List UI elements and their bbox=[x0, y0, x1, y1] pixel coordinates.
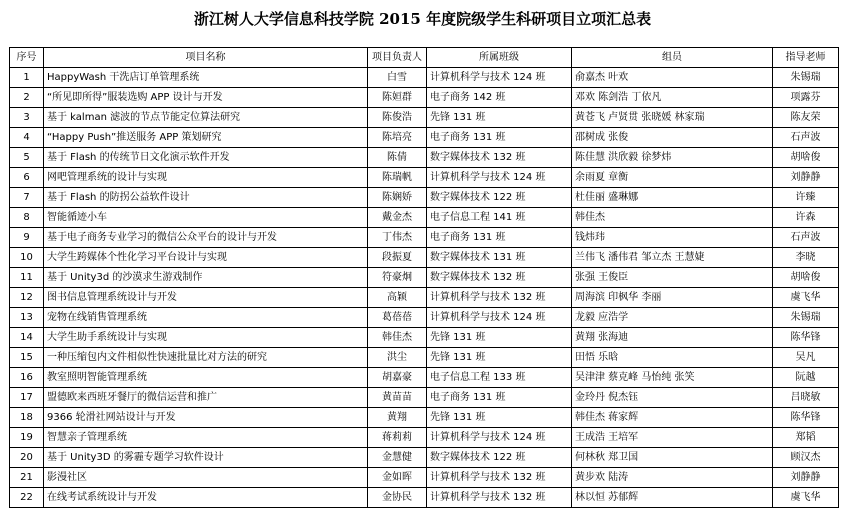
header-advisor: 指导老师 bbox=[773, 48, 839, 68]
cell-index: 6 bbox=[10, 168, 44, 188]
table-row bbox=[10, 268, 839, 288]
cell-project-name: 教室照明智能管理系统 bbox=[44, 368, 368, 388]
cell-project-name: 9366 轮滑社网站设计与开发 bbox=[44, 408, 368, 428]
cell-leader: 陈瑞帆 bbox=[368, 168, 427, 188]
table-row bbox=[10, 428, 839, 448]
cell-class: 计算机科学与技术 124 班 bbox=[427, 308, 572, 328]
cell-leader: 戴金杰 bbox=[368, 208, 427, 228]
table-row bbox=[10, 448, 839, 468]
cell-members: 黄苍飞 卢贤贯 张晓媛 林家瑞 bbox=[572, 108, 773, 128]
cell-advisor: 李晓 bbox=[773, 248, 839, 268]
cell-members: 余雨夏 章衡 bbox=[572, 168, 773, 188]
cell-class: 先锋 131 班 bbox=[427, 328, 572, 348]
cell-project-name: 基于电子商务专业学习的微信公众平台的设计与开发 bbox=[44, 228, 368, 248]
cell-leader: 高颖 bbox=[368, 288, 427, 308]
cell-class: 计算机科学与技术 132 班 bbox=[427, 468, 572, 488]
cell-class: 电子商务 131 班 bbox=[427, 388, 572, 408]
cell-project-name: 基于 Unity3d 的沙漠求生游戏制作 bbox=[44, 268, 368, 288]
cell-advisor: 虞飞华 bbox=[773, 288, 839, 308]
cell-advisor: 朱锡瑞 bbox=[773, 68, 839, 88]
cell-class: 数字媒体技术 132 班 bbox=[427, 268, 572, 288]
cell-class: 数字媒体技术 131 班 bbox=[427, 248, 572, 268]
cell-leader: 陈培亮 bbox=[368, 128, 427, 148]
cell-members: 邵树成 张俊 bbox=[572, 128, 773, 148]
table-row bbox=[10, 488, 839, 508]
cell-index: 11 bbox=[10, 268, 44, 288]
cell-project-name: 盟德欧来西班牙餐厅的微信运营和推广 bbox=[44, 388, 368, 408]
cell-advisor: 项露芬 bbox=[773, 88, 839, 108]
cell-leader: 金如晖 bbox=[368, 468, 427, 488]
cell-index: 16 bbox=[10, 368, 44, 388]
cell-class: 数字媒体技术 122 班 bbox=[427, 188, 572, 208]
project-summary-table bbox=[9, 47, 839, 508]
cell-index: 12 bbox=[10, 288, 44, 308]
cell-index: 13 bbox=[10, 308, 44, 328]
cell-members: 何林秋 郑卫国 bbox=[572, 448, 773, 468]
table-row bbox=[10, 128, 839, 148]
cell-index: 22 bbox=[10, 488, 44, 508]
cell-class: 电子信息工程 133 班 bbox=[427, 368, 572, 388]
cell-class: 计算机科学与技术 124 班 bbox=[427, 68, 572, 88]
cell-index: 19 bbox=[10, 428, 44, 448]
cell-project-name: “所见即所得”服装选购 APP 设计与开发 bbox=[44, 88, 368, 108]
cell-index: 20 bbox=[10, 448, 44, 468]
table-row bbox=[10, 288, 839, 308]
cell-leader: 黄翔 bbox=[368, 408, 427, 428]
table-header-row bbox=[10, 48, 839, 68]
cell-members: 陈佳慧 洪欣毅 徐梦炜 bbox=[572, 148, 773, 168]
cell-leader: 胡嘉豪 bbox=[368, 368, 427, 388]
cell-members: 邓欢 陈剑浩 丁依凡 bbox=[572, 88, 773, 108]
header-members: 组员 bbox=[572, 48, 773, 68]
cell-members: 张强 王俊臣 bbox=[572, 268, 773, 288]
cell-members: 林以恒 苏郁辉 bbox=[572, 488, 773, 508]
cell-project-name: 基于 Flash 的传统节日文化演示软件开发 bbox=[44, 148, 368, 168]
cell-index: 15 bbox=[10, 348, 44, 368]
cell-project-name: 网吧管理系统的设计与实现 bbox=[44, 168, 368, 188]
cell-advisor: 阮越 bbox=[773, 368, 839, 388]
cell-project-name: 基于 kalman 滤波的节点节能定位算法研究 bbox=[44, 108, 368, 128]
cell-project-name: 一种压缩包内文件相似性快速批量比对方法的研究 bbox=[44, 348, 368, 368]
header-project-name: 项目名称 bbox=[44, 48, 368, 68]
cell-members: 韩佳杰 bbox=[572, 208, 773, 228]
cell-index: 5 bbox=[10, 148, 44, 168]
cell-leader: 金慧健 bbox=[368, 448, 427, 468]
cell-advisor: 许森 bbox=[773, 208, 839, 228]
cell-members: 黄翔 张海迪 bbox=[572, 328, 773, 348]
header-class: 所属班级 bbox=[427, 48, 572, 68]
cell-class: 电子信息工程 141 班 bbox=[427, 208, 572, 228]
cell-advisor: 许臻 bbox=[773, 188, 839, 208]
cell-class: 先锋 131 班 bbox=[427, 108, 572, 128]
cell-leader: 韩佳杰 bbox=[368, 328, 427, 348]
cell-leader: 陈姮群 bbox=[368, 88, 427, 108]
cell-class: 先锋 131 班 bbox=[427, 348, 572, 368]
cell-class: 数字媒体技术 132 班 bbox=[427, 148, 572, 168]
cell-members: 韩佳杰 蒋家辉 bbox=[572, 408, 773, 428]
cell-leader: 丁伟杰 bbox=[368, 228, 427, 248]
cell-index: 7 bbox=[10, 188, 44, 208]
cell-members: 龙毅 应浩学 bbox=[572, 308, 773, 328]
cell-index: 1 bbox=[10, 68, 44, 88]
table-row bbox=[10, 188, 839, 208]
table-row bbox=[10, 468, 839, 488]
cell-index: 4 bbox=[10, 128, 44, 148]
cell-index: 17 bbox=[10, 388, 44, 408]
cell-members: 钱炜玮 bbox=[572, 228, 773, 248]
cell-index: 9 bbox=[10, 228, 44, 248]
table-row bbox=[10, 108, 839, 128]
cell-members: 杜佳丽 盛琳娜 bbox=[572, 188, 773, 208]
cell-leader: 黄苗苗 bbox=[368, 388, 427, 408]
cell-leader: 葛蓓蓓 bbox=[368, 308, 427, 328]
cell-leader: 陈倩 bbox=[368, 148, 427, 168]
table-row bbox=[10, 368, 839, 388]
cell-members: 兰伟飞 潘伟君 邹立杰 王慧婕 bbox=[572, 248, 773, 268]
cell-class: 计算机科学与技术 124 班 bbox=[427, 168, 572, 188]
cell-members: 俞嘉杰 叶欢 bbox=[572, 68, 773, 88]
cell-project-name: 图书信息管理系统设计与开发 bbox=[44, 288, 368, 308]
cell-advisor: 吴凡 bbox=[773, 348, 839, 368]
cell-advisor: 陈华锋 bbox=[773, 408, 839, 428]
table-row bbox=[10, 408, 839, 428]
cell-advisor: 吕晓敏 bbox=[773, 388, 839, 408]
cell-members: 吴津津 蔡克峰 马怡纯 张笑 bbox=[572, 368, 773, 388]
cell-leader: 符豪炯 bbox=[368, 268, 427, 288]
cell-advisor: 胡啥俊 bbox=[773, 268, 839, 288]
cell-advisor: 陈华锋 bbox=[773, 328, 839, 348]
table-row bbox=[10, 388, 839, 408]
cell-class: 先锋 131 班 bbox=[427, 408, 572, 428]
cell-class: 电子商务 142 班 bbox=[427, 88, 572, 108]
cell-leader: 蒋莉莉 bbox=[368, 428, 427, 448]
cell-class: 计算机科学与技术 132 班 bbox=[427, 488, 572, 508]
header-leader: 项目负责人 bbox=[368, 48, 427, 68]
cell-class: 计算机科学与技术 124 班 bbox=[427, 428, 572, 448]
table-row bbox=[10, 348, 839, 368]
table-row bbox=[10, 248, 839, 268]
cell-index: 21 bbox=[10, 468, 44, 488]
cell-index: 3 bbox=[10, 108, 44, 128]
table-row bbox=[10, 328, 839, 348]
cell-members: 金玲丹 倪杰钰 bbox=[572, 388, 773, 408]
cell-project-name: 基于 Unity3D 的雾霾专题学习软件设计 bbox=[44, 448, 368, 468]
cell-leader: 段振夏 bbox=[368, 248, 427, 268]
cell-project-name: 在线考试系统设计与开发 bbox=[44, 488, 368, 508]
cell-index: 14 bbox=[10, 328, 44, 348]
cell-advisor: 虞飞华 bbox=[773, 488, 839, 508]
cell-index: 8 bbox=[10, 208, 44, 228]
cell-project-name: 大学生跨媒体个性化学习平台设计与实现 bbox=[44, 248, 368, 268]
cell-advisor: 刘静静 bbox=[773, 168, 839, 188]
cell-project-name: HappyWash 干洗店订单管理系统 bbox=[44, 68, 368, 88]
cell-class: 数字媒体技术 122 班 bbox=[427, 448, 572, 468]
cell-project-name: 大学生助手系统设计与实现 bbox=[44, 328, 368, 348]
cell-project-name: 宠物在线销售管理系统 bbox=[44, 308, 368, 328]
cell-advisor: 顾汉杰 bbox=[773, 448, 839, 468]
header-index: 序号 bbox=[10, 48, 44, 68]
cell-advisor: 朱锡瑞 bbox=[773, 308, 839, 328]
cell-index: 18 bbox=[10, 408, 44, 428]
cell-leader: 陈娴娇 bbox=[368, 188, 427, 208]
table-row bbox=[10, 208, 839, 228]
cell-index: 10 bbox=[10, 248, 44, 268]
table-row bbox=[10, 148, 839, 168]
cell-leader: 金协民 bbox=[368, 488, 427, 508]
cell-advisor: 胡啥俊 bbox=[773, 148, 839, 168]
cell-class: 计算机科学与技术 132 班 bbox=[427, 288, 572, 308]
cell-advisor: 郑韬 bbox=[773, 428, 839, 448]
cell-project-name: 智能循迹小车 bbox=[44, 208, 368, 228]
cell-project-name: 智慧亲子管理系统 bbox=[44, 428, 368, 448]
cell-advisor: 石声波 bbox=[773, 128, 839, 148]
cell-members: 王成浩 王培军 bbox=[572, 428, 773, 448]
cell-project-name: 基于 Flash 的防拐公益软件设计 bbox=[44, 188, 368, 208]
cell-members: 黄步欢 陆涛 bbox=[572, 468, 773, 488]
cell-advisor: 石声波 bbox=[773, 228, 839, 248]
cell-leader: 白雪 bbox=[368, 68, 427, 88]
cell-leader: 洪尘 bbox=[368, 348, 427, 368]
table-row bbox=[10, 228, 839, 248]
cell-members: 周海滨 印枫华 李丽 bbox=[572, 288, 773, 308]
cell-advisor: 陈友荣 bbox=[773, 108, 839, 128]
table-row bbox=[10, 308, 839, 328]
cell-index: 2 bbox=[10, 88, 44, 108]
cell-leader: 陈俊浩 bbox=[368, 108, 427, 128]
table-row bbox=[10, 168, 839, 188]
cell-class: 电子商务 131 班 bbox=[427, 128, 572, 148]
cell-project-name: “Happy Push”推送服务 APP 策划研究 bbox=[44, 128, 368, 148]
cell-class: 电子商务 131 班 bbox=[427, 228, 572, 248]
table-body bbox=[10, 68, 839, 508]
table-row bbox=[10, 68, 839, 88]
table-row bbox=[10, 88, 839, 108]
cell-advisor: 刘静静 bbox=[773, 468, 839, 488]
cell-members: 田悟 乐晗 bbox=[572, 348, 773, 368]
cell-project-name: 影漫社区 bbox=[44, 468, 368, 488]
document-title: 浙江树人大学信息科技学院 2015 年度院级学生科研项目立项汇总表 bbox=[193, 10, 652, 28]
